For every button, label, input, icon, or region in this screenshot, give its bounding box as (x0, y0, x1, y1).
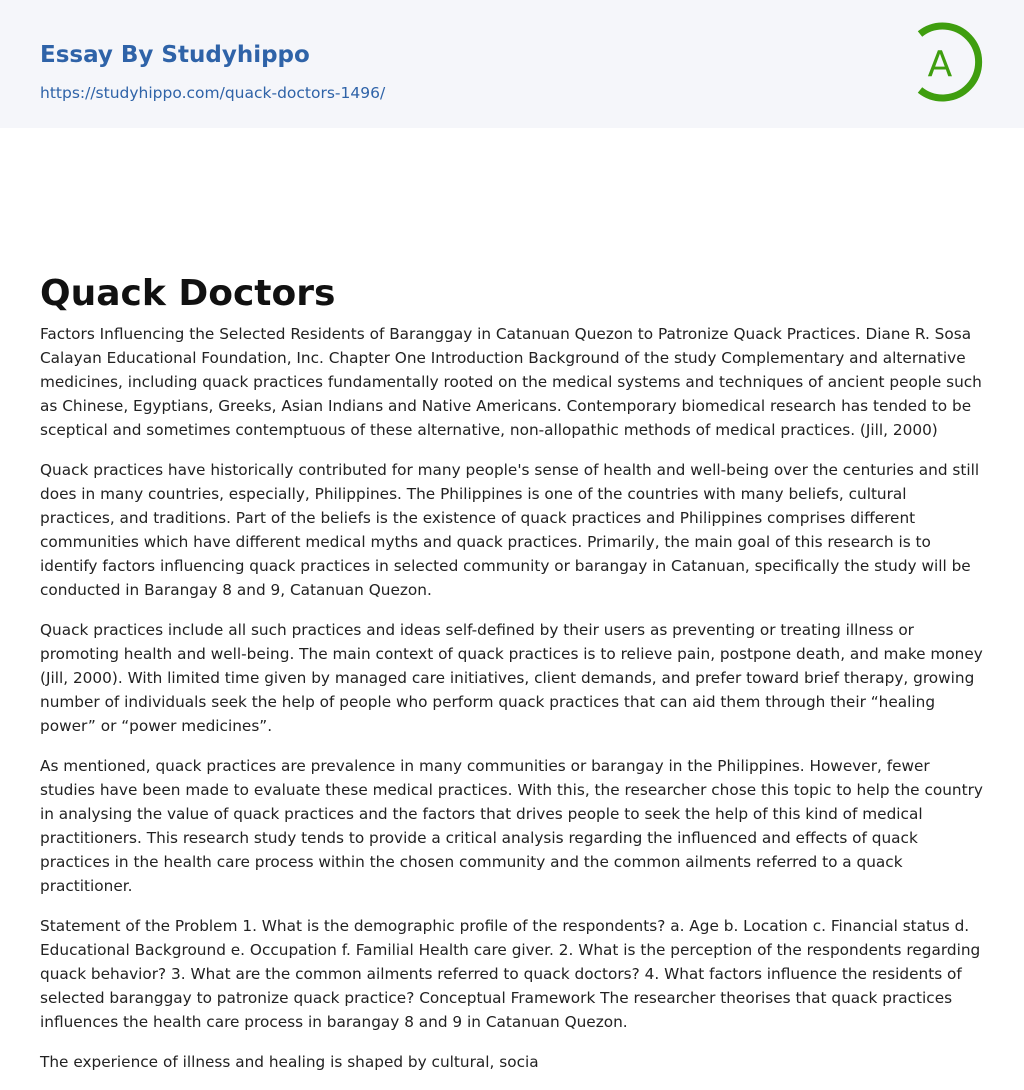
studyhippo-logo-icon[interactable] (912, 20, 986, 104)
paragraph: Quack practices have historically contributed for many people's sense of health and well-being over the centuries and still does in many countries, especially, Philippines. The Philippines is one of the countries with many beliefs, cultural practices, and traditions. Part of the beliefs is the existence of quack practices and Philippines comprises different communities which have different medical myths and quack practices. Primarily, the main goal of this research is to identify factors influencing quack practices in selected community or barangay in Catanuan, specifically the study will be conducted in Barangay 8 and 9, Catanuan Quezon. (40, 461, 980, 599)
logo-letter: A (927, 44, 953, 85)
paragraph-truncated: The experience of illness and healing is shaped by cultural, socia (40, 1053, 539, 1071)
paragraph: As mentioned, quack practices are prevalence in many communities or barangay in the Philippines. However, fewer studies have been made to evaluate these medical practices. With this, the researcher chose this topic to help the country in analysing the value of quack practices and the factors that drives people to seek the help of this kind of medical practitioners. This research study tends to provide a critical analysis regarding the influenced and effects of quack practices in the health care process within the chosen community and the common ailments referred to a quack practitioner. (40, 757, 983, 895)
essay-url-link[interactable]: https://studyhippo.com/quack-doctors-1496/ (40, 84, 386, 102)
paragraph: Quack practices include all such practices and ideas self-defined by their users as preventing or treating illness or promoting health and well-being. The main context of quack practices is to relieve pain, postpone death, and make money (Jill, 2000). With limited time given by managed care initiatives, client demands, and prefer toward brief therapy, growing number of individuals seek the help of people who perform quack practices that can aid them through their “healing power” or “power medicines”. (40, 621, 983, 735)
site-title: Essay By Studyhippo (40, 42, 310, 68)
article (0, 128, 1024, 1074)
paragraph: Statement of the Problem 1. What is the demographic profile of the respondents? a. Age b. Location c. Financial status d. Educational Background e. Occupation f. Familial Health care giver. 2. What is the perception of the respondents regarding quack behavior? 3. What are the common ailments referred to quack doctors? 4. What factors influence the residents of selected baranggay to patronize quack practice? Conceptual Framework The researcher theorises that quack practices influences the health care process in barangay 8 and 9 in Catanuan Quezon. (40, 917, 981, 1031)
page-title: Quack Doctors (40, 273, 336, 314)
article-body (40, 128, 984, 1074)
site-header (0, 0, 1024, 128)
paragraph: Factors Influencing the Selected Residents of Baranggay in Catanuan Quezon to Patronize Quack Practices. Diane R. Sosa Calayan Educational Foundation, Inc. Chapter One Introduction Background of the study Complementary and alternative medicines, including quack practices fundamentally rooted on the medical systems and techniques of ancient people such as Chinese, Egyptians, Greeks, Asian Indians and Native Americans. Contemporary biomedical research has tended to be sceptical and sometimes contemptuous of these alternative, non-allopathic methods of medical practices. (Jill, 2000) (40, 325, 982, 439)
